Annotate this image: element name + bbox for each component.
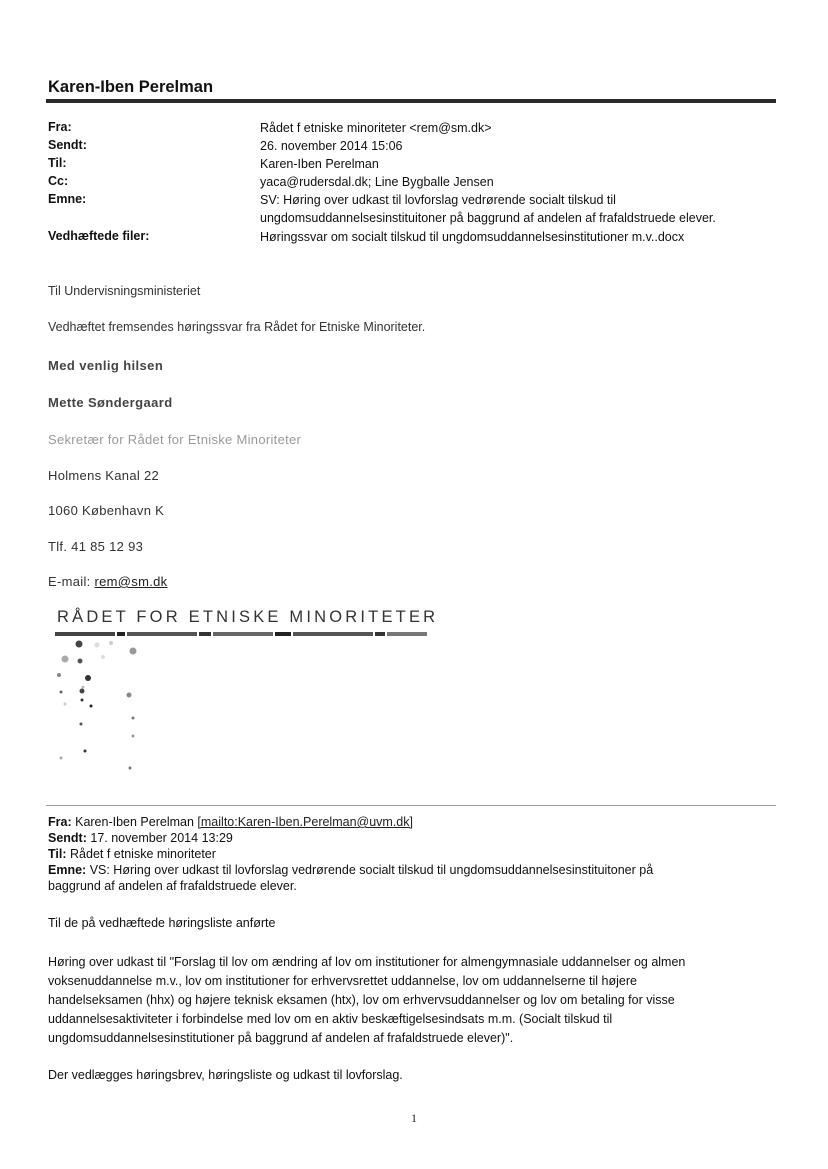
sent-value: 26. november 2014 15:06	[260, 139, 403, 153]
cc-label: Cc:	[48, 174, 69, 188]
signature-email-row	[48, 574, 167, 589]
from-value: Rådet f etniske minoriteter <rem@sm.dk>	[260, 121, 492, 135]
fwd-sent-row	[48, 830, 233, 847]
fwd-from-mailto-link[interactable]: [mailto:Karen-Iben.Perelman@uvm.dk]	[197, 815, 413, 829]
fwd-paragraph	[48, 953, 778, 1048]
to-label: Til:	[48, 156, 67, 170]
signature-phone: Tlf. 41 85 12 93	[48, 539, 144, 554]
signature-title: Sekretær for Rådet for Etniske Minoriteter	[48, 432, 302, 447]
fwd-from-value: Karen-Iben Perelman	[75, 815, 194, 829]
from-label: Fra:	[48, 120, 72, 134]
logo-graphic	[55, 628, 435, 778]
forward-divider	[46, 805, 776, 806]
message: Vedhæftet fremsendes høringssvar fra Rådet for Etniske Minoriteter.	[48, 320, 426, 334]
fwd-paragraph-line-4: uddannelsesaktiviteter i forbindelse med lov om en aktiv beskæftigelsesindsats m.m. (Socialt tilskud til	[48, 1012, 613, 1026]
logo-bar-segments	[55, 632, 427, 636]
fwd-paragraph-line-1: Høring over udkast til "Forslag til lov om ændring af lov om institutioner for almengymnasiale uddannelser og almen	[48, 955, 686, 969]
to-value: Karen-Iben Perelman	[260, 157, 379, 171]
cc-value: yaca@rudersdal.dk; Line Bygballe Jensen	[260, 175, 494, 189]
fwd-to-value: Rådet f etniske minoriteter	[70, 847, 216, 861]
fwd-paragraph-line-3: handelseksamen (hhx) og højere teknisk eksamen (htx), lov om erhvervsuddannelser og lov om betaling for visse	[48, 993, 675, 1007]
fwd-subject-label: Emne:	[48, 863, 87, 877]
fwd-closing-paragraph: Der vedlægges høringsbrev, høringsliste og udkast til lovforslag.	[48, 1068, 403, 1082]
fwd-paragraph-line-5: ungdomsuddannelsesinstitutioner på baggrund af andelen af frafaldstruede elever)".	[48, 1031, 514, 1045]
attachments-label: Vedhæftede filer:	[48, 229, 150, 243]
logo-dots	[57, 641, 137, 770]
fwd-from-label: Fra:	[48, 815, 72, 829]
fwd-subject-row	[48, 862, 653, 879]
fwd-subject-line-1: VS: Høring over udkast til lovforslag vedrørende socialt tilskud til ungdomsuddannelsesinstituitoner på	[89, 863, 654, 877]
fwd-paragraph-line-2: voksenuddannelse m.v., lov om institutioner for erhvervsrettet uddannelse, lov om uddannelserne til højere	[48, 974, 637, 988]
fwd-to-row	[48, 846, 216, 863]
signature-address: Holmens Kanal 22	[48, 468, 160, 483]
fwd-to-label: Til:	[48, 847, 67, 861]
signature-postal: 1060 København K	[48, 503, 165, 518]
signature-closing: Med venlig hilsen	[48, 358, 164, 373]
fwd-sent-label: Sendt:	[48, 831, 87, 845]
fwd-salutation: Til de på vedhæftede høringsliste anførte	[48, 916, 276, 930]
subject-line-1: SV: Høring over udkast til lovforslag vedrørende socialt tilskud til	[260, 193, 616, 207]
signature-email-link[interactable]: rem@sm.dk	[94, 574, 168, 589]
greeting: Til Undervisningsministeriet	[48, 284, 201, 298]
fwd-sent-value: 17. november 2014 13:29	[90, 831, 233, 845]
fwd-from-row	[48, 814, 413, 831]
page-number: 1	[411, 1111, 417, 1125]
sent-label: Sendt:	[48, 138, 87, 152]
sender-name: Karen-Iben Perelman	[48, 78, 214, 96]
signature-email-label: E-mail:	[48, 574, 91, 589]
header-rule	[46, 99, 776, 103]
subject-label: Emne:	[48, 192, 87, 206]
fwd-subject-line-2: baggrund af andelen af frafaldstruede elever.	[48, 879, 297, 893]
subject-line-2: ungdomsuddannelsesinstituitoner på baggrund af andelen af frafaldstruede elever.	[260, 211, 716, 225]
attachment-file[interactable]: Høringssvar om socialt tilskud til ungdomsuddannelsesinstitutioner m.v..docx	[260, 230, 685, 244]
logo-wordmark: RÅDET FOR ETNISKE MINORITETER	[57, 608, 439, 626]
signature-name: Mette Søndergaard	[48, 395, 173, 410]
